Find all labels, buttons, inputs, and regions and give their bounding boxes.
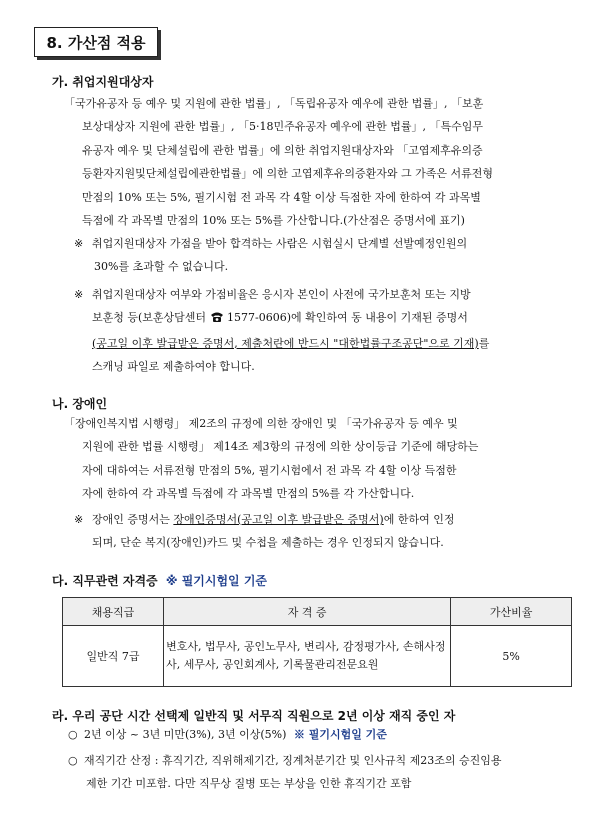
- ga-line: 유공자 예우 및 단체설립에 관한 법률」에 의한 취업지원대상자와 「고엽제후유의증: [82, 143, 483, 157]
- table-row: [63, 626, 572, 687]
- ga-line: 등환자지원및단체설립에관한법률」에 의한 고엽제후유의증환자와 그 가족은 서류전형: [82, 167, 494, 181]
- note-mark: ※: [74, 288, 84, 301]
- ga-note-2-line: [92, 306, 572, 331]
- heading-da-note: ※ 필기시험일 기준: [165, 574, 268, 588]
- bullet-mark: ○: [68, 754, 78, 767]
- ra-bullet-1: [68, 723, 574, 746]
- note-mark: ※: [74, 237, 84, 250]
- qualification-table: [62, 597, 572, 687]
- table-header: 가산비율: [451, 598, 572, 626]
- ga-note-2-line: [92, 332, 572, 355]
- ga-note-2-text: 1577-0606)에 확인하여 동 내용이 기재된 증명서: [223, 311, 468, 325]
- ga-note-1: [74, 232, 572, 279]
- ga-note-2: [74, 283, 572, 379]
- ga-line: 만점의 10% 또는 5%, 필기시험 전 과목 각 4할 이상 득점한 자에 한하여 각 과목별: [82, 190, 481, 204]
- section-title-box: [34, 27, 158, 57]
- ga-line: 「국가유공자 등 예우 및 지원에 관한 법률」, 「독립유공자 예우에 관한 법률」, 「보훈: [64, 97, 484, 110]
- phone-icon: [210, 308, 224, 331]
- na-line: 자에 한하여 각 과목별 득점에 각 과목별 만점의 5%를 각 가산합니다.: [82, 487, 415, 501]
- ga-paragraph: [64, 92, 572, 232]
- na-note-line: 되며, 단순 복지(장애인)카드 및 수첩을 제출하는 경우 인정되지 않습니다.: [92, 536, 444, 550]
- section-title: 8. 가산점 적용: [46, 33, 146, 52]
- ga-line: 득점에 각 과목별 만점의 10% 또는 5%를 가산합니다.(가산점은 증명서에 표기): [82, 214, 465, 228]
- table-cell-certificates: 변호사, 법무사, 공인노무사, 변리사, 감정평가사, 손해사정사, 세무사, 공인회계사, 기록물관리전문요원: [164, 626, 451, 687]
- heading-na: 나. 장애인: [52, 397, 108, 411]
- heading-ra: 라. 우리 공단 시간 선택제 일반직 및 서무직 직원으로 2년 이상 재직 중인 자: [52, 709, 456, 723]
- na-line: 지원에 관한 법률 시행령」 제14조 제3항의 규정에 의한 상이등급 기준에 해당하는: [82, 440, 479, 454]
- table-header-row: [63, 598, 572, 626]
- table-cell-rate: 5%: [451, 626, 572, 687]
- na-note-text: 장애인 증명서는: [92, 513, 174, 526]
- na-paragraph: [64, 412, 572, 506]
- na-note-line: [92, 508, 572, 531]
- ga-note-1-line: 30%를 초과할 수 없습니다.: [94, 260, 229, 274]
- ra-bullet-2-line: 재직기간 산정 : 휴직기간, 직위해제기간, 징계처분기간 및 인사규칙 제23조의 승진임용: [84, 754, 502, 767]
- ga-note-1-line: 취업지원대상자 가점을 받아 합격하는 사람은 시험실시 단계별 선발예정인원의: [92, 237, 468, 250]
- na-note: [74, 508, 572, 555]
- table-cell-grade: 일반직 7급: [63, 626, 164, 687]
- na-line: 자에 대하여는 서류전형 만점의 5%, 필기시험에서 전 과목 각 4할 이상 득점한: [82, 463, 457, 477]
- ga-note-2-underlined: (공고일 이후 발급받은 증명서, 제출처란에 반드시 "대한법률구조공단"으로 기재): [92, 336, 479, 350]
- ra-bullet-2: [68, 749, 574, 796]
- table-header: 채용직급: [63, 598, 164, 626]
- ga-note-2-text: 보훈청 등(보훈상담센터: [92, 311, 210, 325]
- ra-bullet-2-line: 제한 기간 미포함. 다만 직무상 질병 또는 부상을 인한 휴직기간 포함: [86, 777, 412, 791]
- bullet-mark: ○: [68, 728, 78, 741]
- heading-da-text: 다. 직무관련 자격증: [52, 574, 158, 588]
- table-header: 자 격 증: [164, 598, 451, 626]
- ra-bullet-1-text: 2년 이상 ~ 3년 미만(3%), 3년 이상(5%): [84, 728, 287, 741]
- ga-line: 보상대상자 지원에 관한 법률」, 「5·18민주유공자 예우에 관한 법률」, 「특수임무: [82, 120, 483, 134]
- note-mark: ※: [74, 513, 84, 526]
- ra-bullet-1-note: ※ 필기시험일 기준: [293, 728, 387, 741]
- heading-ga: 가. 취업지원대상자: [52, 75, 154, 89]
- heading-da: [52, 572, 267, 589]
- na-line: 「장애인복지법 시행령」 제2조의 규정에 의한 장애인 및 「국가유공자 등 예우 및: [64, 417, 458, 430]
- na-note-underlined: 장애인증명서(공고일 이후 발급받은 증명서): [173, 513, 384, 526]
- ga-note-2-text: 를: [478, 336, 490, 350]
- ga-note-2-line: 스캐닝 파일로 제출하여야 합니다.: [92, 360, 255, 374]
- na-note-text: 에 한하여 인정: [383, 513, 455, 526]
- ga-note-2-line: 취업지원대상자 여부와 가점비율은 응시자 본인이 사전에 국가보훈처 또는 지방: [92, 288, 471, 301]
